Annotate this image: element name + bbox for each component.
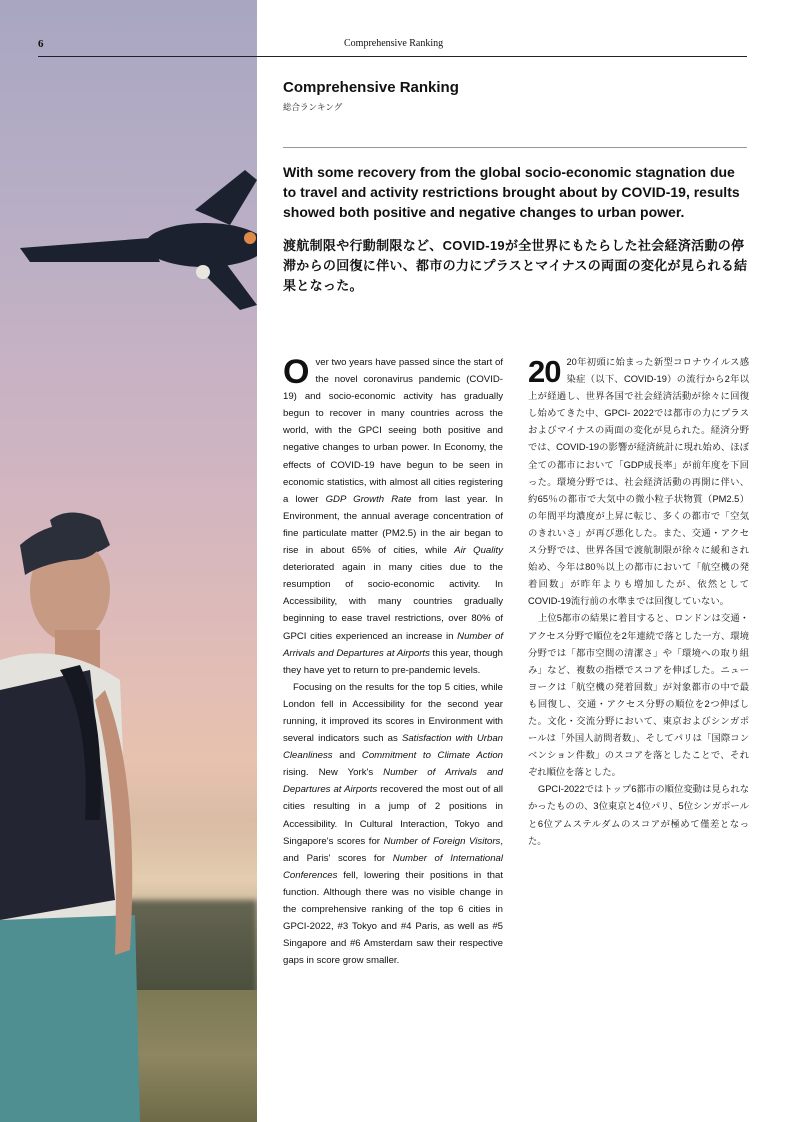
page-number: 6 <box>38 38 44 50</box>
airplane-icon <box>20 170 257 310</box>
body-column-jp <box>528 354 749 850</box>
body-paragraph-en-1: Over two years have passed since the start of the novel coronavirus pandemic (COVID-19) and socio-economic activity has gradually begun to recover in many countries across the world, with the GPCI seeing both positive and negative changes to urban power. In Economy, the effects of COVID-19 have begun to be seen in economic statistics, with almost all cities registering a lower GDP Growth Rate from last year. In Environment, the annual average concentration of fine particulate matter (PM2.5) in the air began to rise in about 65% of cities, while Air Quality deteriorated again in many cities due to the resumption of socio-economic activity. In Accessibility, with many countries gradually beginning to ease travel restrictions, over 80% of GPCI cities experienced an increase in Number of Arrivals and Departures at Airports this year, though they have yet to return to pre-pandemic levels. <box>283 353 503 676</box>
header-rule <box>38 56 747 57</box>
body-column-en <box>283 354 503 969</box>
lead-paragraph-en: With some recovery from the global socio-economic stagnation due to travel and activity restrictions brought about by COVID-19, results showed both positive and negative changes to urban power. <box>283 164 740 220</box>
cover-photo <box>0 0 257 1122</box>
section-title: Comprehensive Ranking <box>283 79 459 96</box>
body-paragraph-en-2: Focusing on the results for the top 5 cities, while London fell in Accessibility for the second year running, it improved its scores in Environment with several indicators such as Satisfaction with Urban Cleanliness and Commitment to Climate Action rising. New York's Number of Arrivals and Departures at Airports recovered the most out of all cities resulting in a jump of 2 positions in Accessibility. In Cultural Interaction, Tokyo and Singapore's scores for Number of Foreign Visitors, and Paris' scores for Number of International Conferences fell, lowering their positions in that function. Although there was no visible change in the comprehensive ranking of the top 6 cities in GPCI-2022, #3 Tokyo and #4 Paris, as well as #5 Singapore and #6 Amsterdam saw their respective gaps in score grow smaller. <box>283 681 503 967</box>
lead-paragraph-jp: 渡航制限や行動制限など、COVID-19が全世界にもたらした社会経済活動の停滞からの回復に伴い、都市の力にプラスとマイナスの両面の変化が見られる結果となった。 <box>283 238 748 293</box>
photo-illustration <box>0 0 257 1122</box>
traveler-figure <box>0 513 140 1122</box>
section-subtitle-jp: 総合ランキング <box>283 102 343 112</box>
body-paragraph-jp-3: GPCI-2022ではトップ6都市の順位変動は見られなかったものの、3位東京と4位パリ、5位シンガポールと6位アムステルダムのスコアが極めて僅差となった。 <box>528 784 749 846</box>
drop-cap-jp: 20 <box>528 354 561 389</box>
section-divider <box>283 147 747 148</box>
body-paragraph-jp-2: 上位5都市の結果に着目すると、ロンドンは交通・アクセス分野で順位を2年連続で落とした一方、環境分野では「都市空間の清潔さ」や「環境への取り組み」など、複数の指標でスコアを伸ばした。ニューヨークは「航空機の発着回数」が対象都市の中で最も回復し、交通・アクセス分野の順位を2つ伸ばした。文化・交流分野において、東京およびシンガポールは「外国人訪問者数」、そしてパリは「国際コンベンション件数」のスコアを落としたことで、それぞれ順位を落とした。 <box>528 613 749 778</box>
drop-cap-en: O <box>283 353 310 391</box>
running-head: Comprehensive Ranking <box>344 38 444 49</box>
body-paragraph-jp-1: 20 20年初頭に始まった新型コロナウイルス感染症（以下、COVID-19）の流行から2年以上が経過し、世界各国で社会経済活動が徐々に回復し始めてきた中、GPCI- 2022では都市の力にプラスおよびマイナスの両面の変化が見られた。経済分野では、COVID-19の影響が経済統計に現れ始め、ほぼ全ての都市において「GDP成長率」が前年度を下回った。環境分野では、社会経済活動の再開に伴い、約65％の都市で大気中の微小粒子状物質（PM2.5）の年間平均濃度が上昇に転じ、多くの都市で「空気のきれいさ」が再び悪化した。また、交通・アクセス分野では、世界各国で渡航制限が徐々に緩和され始め、今年は80％以上の都市において「航空機の発着回数」が昨年よりも増加したが、依然としてCOVID-19流行前の水準までは回復していない。 <box>528 354 749 607</box>
